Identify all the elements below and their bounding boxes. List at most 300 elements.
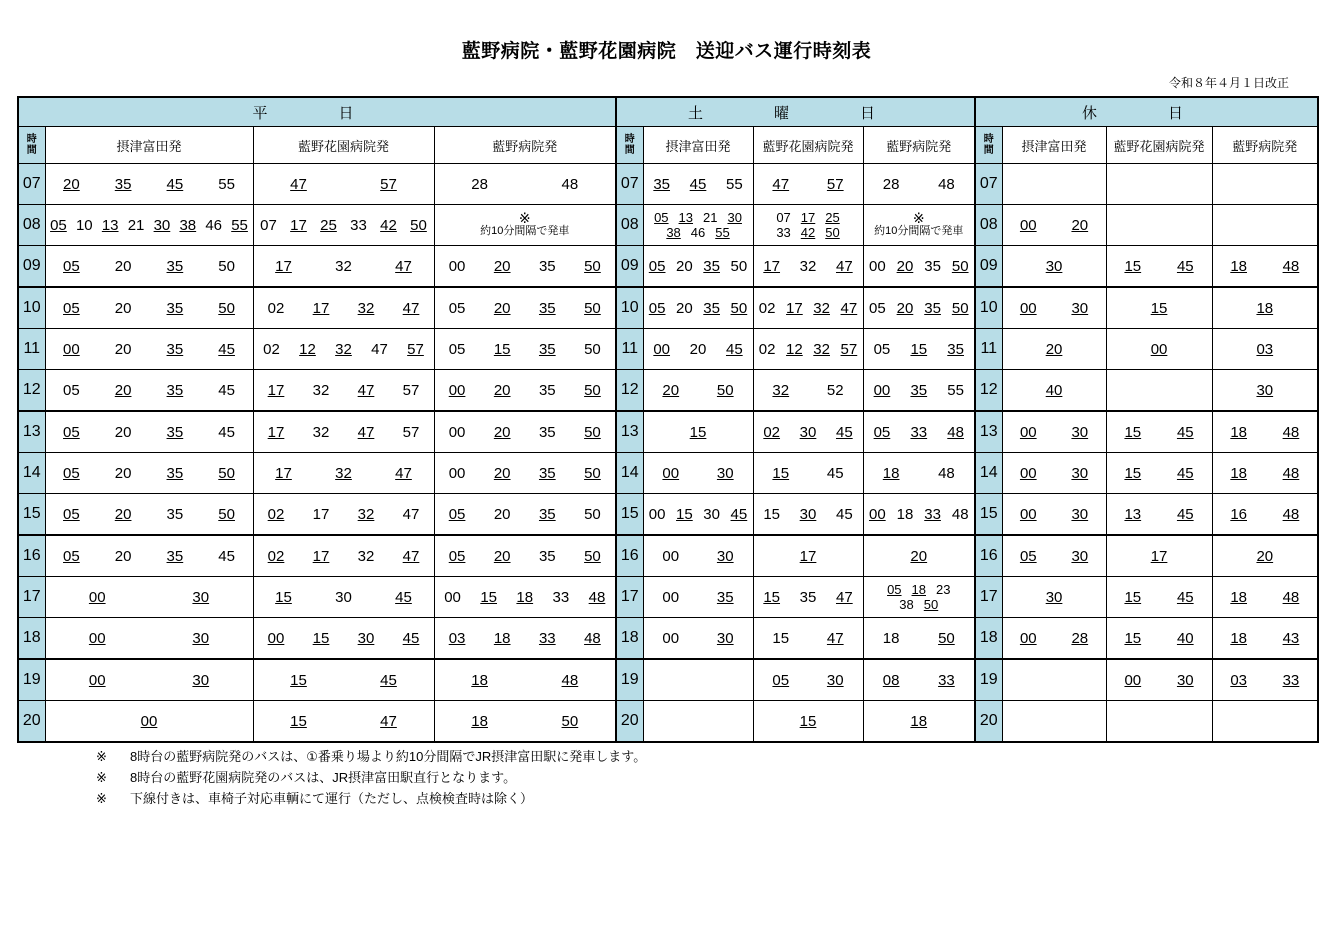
departure-cell-saturday-aino-kaen	[753, 164, 863, 205]
departure-minute: 20	[1071, 216, 1089, 234]
departure-minute: 17	[290, 216, 307, 234]
departure-minute: 47	[371, 340, 388, 358]
table-row	[18, 287, 1318, 329]
table-row	[18, 453, 1318, 494]
departure-minute: 30	[335, 588, 352, 606]
departure-minute: 20	[493, 257, 511, 275]
departure-minute: 17	[799, 547, 817, 565]
departure-minute: 18	[1230, 464, 1247, 482]
departure-minute: 12	[299, 340, 316, 358]
hour-cell: 14	[975, 453, 1002, 494]
departure-minute: 32	[813, 299, 830, 317]
departure-minute: 50	[730, 257, 748, 275]
departure-cell-saturday-aino-kaen	[753, 246, 863, 288]
departure-minute: 50	[584, 423, 601, 441]
hour-cell: 15	[616, 494, 643, 536]
departure-minute: 08	[882, 671, 900, 689]
departure-cell-saturday-aino-kaen	[753, 411, 863, 453]
hour-cell: 12	[975, 370, 1002, 412]
departure-cell-saturday-aino-kaen	[753, 287, 863, 329]
table-row	[18, 370, 1318, 412]
departure-minute: 05	[63, 381, 80, 399]
departure-minute: 38	[666, 225, 681, 240]
hour-cell: 20	[616, 701, 643, 743]
departure-minute: 47	[290, 175, 307, 193]
departure-minute: 42	[800, 225, 816, 240]
departure-minute: 57	[826, 175, 844, 193]
hour-cell: 12	[18, 370, 45, 412]
departure-cell-saturday-settsu-tonda	[643, 577, 753, 618]
departure-cell-weekday-aino-kaen	[253, 205, 434, 246]
departure-minute: 17	[312, 299, 330, 317]
departure-cell-weekday-aino	[434, 577, 616, 618]
departure-minute: 30	[826, 671, 844, 689]
departure-cell-weekday-aino	[434, 329, 616, 370]
hour-header: 時 間	[975, 127, 1002, 164]
departure-minute: 45	[218, 547, 235, 565]
departure-minute: 20	[493, 381, 511, 399]
departure-minute: 15	[1124, 423, 1142, 441]
departure-minute: 05	[63, 547, 80, 565]
departure-cell-weekday-aino	[434, 164, 616, 205]
departure-minute: 45	[218, 340, 235, 358]
departure-cell-saturday-settsu-tonda	[643, 618, 753, 660]
departure-minute: 18	[882, 464, 900, 482]
departure-minute: 33	[924, 505, 941, 523]
departure-cell-holiday-aino	[1212, 164, 1318, 205]
hour-cell: 19	[975, 659, 1002, 701]
departure-minute: 30	[1071, 547, 1089, 565]
departure-cell-saturday-aino	[863, 370, 975, 412]
departure-cell-saturday-aino	[863, 287, 975, 329]
departure-minute: 17	[267, 423, 285, 441]
departure-minute: 18	[1256, 299, 1274, 317]
departure-minute: 45	[380, 671, 397, 689]
departure-minute: 00	[1124, 671, 1142, 689]
hour-cell: 20	[975, 701, 1002, 743]
departure-minute: 38	[179, 216, 197, 234]
departure-minute: 03	[448, 629, 466, 647]
departure-minute: 00	[648, 505, 666, 523]
departure-minute: 35	[166, 340, 184, 358]
departure-minute: 17	[312, 505, 330, 523]
departure-minute: 35	[166, 257, 184, 275]
departure-minute: 05	[448, 340, 466, 358]
departure-minute: 28	[882, 175, 900, 193]
departure-minute: 33	[552, 588, 570, 606]
departure-minute: 35	[716, 588, 734, 606]
departure-minute: 47	[357, 381, 375, 399]
departure-minute: 35	[166, 547, 184, 565]
departure-minute: 50	[584, 299, 601, 317]
col-weekday-settsu-tonda: 摂津富田発	[45, 127, 253, 164]
departure-minute: 33	[938, 671, 955, 689]
col-saturday-settsu-tonda: 摂津富田発	[643, 127, 753, 164]
departure-cell-saturday-aino-kaen	[753, 659, 863, 701]
departure-minute: 48	[1282, 423, 1300, 441]
departure-minute: 48	[1282, 464, 1300, 482]
departure-cell-holiday-aino-kaen	[1106, 535, 1212, 577]
departure-minute: 30	[192, 588, 210, 606]
departure-minute: 18	[516, 588, 534, 606]
departure-minute: 35	[538, 340, 556, 358]
departure-minute: 20	[1045, 340, 1063, 358]
departure-minute: 47	[402, 547, 420, 565]
departure-minute: 30	[153, 216, 171, 234]
departure-minute: 20	[114, 464, 132, 482]
departure-minute: 45	[1176, 464, 1194, 482]
departure-cell-saturday-aino	[863, 659, 975, 701]
departure-minute: 05	[648, 257, 666, 275]
departure-cell-saturday-settsu-tonda	[643, 494, 753, 536]
departure-minute: 05	[873, 340, 891, 358]
departure-minute: 18	[493, 629, 511, 647]
departure-minute: 50	[923, 597, 939, 612]
departure-minute: 33	[910, 423, 928, 441]
departure-minute: 18	[882, 629, 900, 647]
departure-minute: 15	[1150, 299, 1168, 317]
departure-minute: 17	[786, 299, 803, 317]
departure-minute: 50	[716, 381, 734, 399]
departure-minute: 33	[1282, 671, 1300, 689]
departure-cell-weekday-settsu-tonda	[45, 659, 253, 701]
departure-minute: 05	[772, 671, 790, 689]
departure-minute: 20	[676, 257, 693, 275]
departure-cell-holiday-settsu-tonda	[1002, 370, 1106, 412]
hour-header: 時 間	[616, 127, 643, 164]
departure-minute: 23	[936, 582, 951, 597]
departure-minute: 15	[1124, 257, 1142, 275]
departure-minute: 35	[947, 340, 964, 358]
departure-minute: 05	[448, 299, 466, 317]
departure-minute: 20	[493, 299, 511, 317]
table-row	[18, 659, 1318, 701]
departure-minute: 15	[493, 340, 511, 358]
departure-cell-weekday-aino-kaen	[253, 246, 434, 288]
departure-minute: 18	[1230, 423, 1247, 441]
departure-minute: 35	[166, 381, 184, 399]
departure-minute: 47	[402, 505, 420, 523]
departure-minute: 45	[730, 505, 748, 523]
departure-minute: 07	[260, 216, 277, 234]
departure-minute: 20	[63, 175, 80, 193]
departure-cell-holiday-aino-kaen	[1106, 577, 1212, 618]
departure-minute: 00	[140, 712, 158, 730]
departure-minute: 47	[826, 629, 844, 647]
hour-cell: 10	[18, 287, 45, 329]
departure-minute: 45	[402, 629, 420, 647]
departure-minute: 45	[725, 340, 743, 358]
col-holiday-aino-kaen: 藍野花園病院発	[1106, 127, 1212, 164]
departure-cell-holiday-aino-kaen	[1106, 329, 1212, 370]
departure-minute: 30	[1176, 671, 1194, 689]
table-row	[18, 329, 1318, 370]
departure-minute: 00	[63, 340, 80, 358]
departure-minute: 33	[776, 225, 791, 240]
hour-cell: 13	[975, 411, 1002, 453]
departure-cell-weekday-aino	[434, 453, 616, 494]
departure-cell-saturday-settsu-tonda	[643, 287, 753, 329]
departure-cell-weekday-aino-kaen	[253, 535, 434, 577]
departure-cell-saturday-aino	[863, 494, 975, 536]
departure-minute: 32	[357, 299, 375, 317]
departure-minute: 30	[799, 505, 817, 523]
departure-cell-holiday-settsu-tonda	[1002, 659, 1106, 701]
departure-cell-weekday-settsu-tonda	[45, 164, 253, 205]
departure-cell-weekday-aino-kaen	[253, 329, 434, 370]
departure-cell-holiday-settsu-tonda	[1002, 329, 1106, 370]
departure-minute: 35	[538, 547, 556, 565]
departure-minute: 50	[218, 505, 235, 523]
departure-minute: 35	[703, 299, 720, 317]
departure-minute: 35	[924, 299, 941, 317]
departure-minute: 48	[588, 588, 606, 606]
departure-minute: 48	[938, 464, 955, 482]
departure-minute: 25	[825, 210, 840, 225]
departure-minute: 00	[662, 588, 680, 606]
departure-minute: 02	[763, 423, 781, 441]
departure-cell-saturday-aino-kaen	[753, 618, 863, 660]
departure-minute: 57	[407, 340, 424, 358]
table-row	[18, 246, 1318, 288]
table-row	[18, 701, 1318, 743]
departure-cell-weekday-settsu-tonda	[45, 205, 253, 246]
departure-minute: 15	[910, 340, 928, 358]
revision-date: 令和８年４月１日改正	[1168, 76, 1289, 90]
departure-cell-holiday-settsu-tonda	[1002, 494, 1106, 536]
departure-minute: 32	[813, 340, 830, 358]
departure-minute: 21	[703, 210, 718, 225]
table-row	[18, 577, 1318, 618]
departure-cell-holiday-aino-kaen	[1106, 701, 1212, 743]
hour-cell: 16	[18, 535, 45, 577]
hour-cell: 09	[616, 246, 643, 288]
departure-minute: 48	[561, 175, 579, 193]
departure-minute: 18	[1230, 629, 1247, 647]
hour-cell: 19	[616, 659, 643, 701]
footnotes	[96, 746, 646, 809]
departure-cell-holiday-aino-kaen	[1106, 246, 1212, 288]
departure-minute: 30	[716, 629, 734, 647]
departure-minute: 57	[402, 423, 420, 441]
departure-minute: 17	[267, 381, 285, 399]
departure-cell-saturday-aino-kaen	[753, 535, 863, 577]
hour-cell: 14	[616, 453, 643, 494]
departure-minute: 00	[448, 464, 466, 482]
hour-cell: 16	[616, 535, 643, 577]
table-row	[18, 164, 1318, 205]
departure-minute: 00	[444, 588, 461, 606]
departure-minute: 00	[653, 340, 671, 358]
departure-cell-saturday-aino	[863, 246, 975, 288]
departure-minute: 55	[715, 225, 730, 240]
hour-cell: 10	[616, 287, 643, 329]
departure-minute: 48	[584, 629, 601, 647]
departure-minute: 38	[899, 597, 914, 612]
departure-minute: 46	[690, 225, 706, 240]
departure-cell-holiday-aino	[1212, 494, 1318, 536]
departure-cell-weekday-settsu-tonda	[45, 329, 253, 370]
departure-cell-weekday-aino	[434, 411, 616, 453]
departure-cell-holiday-aino	[1212, 287, 1318, 329]
departure-cell-holiday-aino	[1212, 205, 1318, 246]
departure-cell-holiday-settsu-tonda	[1002, 701, 1106, 743]
departure-minute: 35	[114, 175, 132, 193]
departure-minute: 21	[127, 216, 145, 234]
departure-minute: 18	[896, 505, 914, 523]
departure-cell-saturday-settsu-tonda	[643, 659, 753, 701]
departure-cell-saturday-aino-kaen	[753, 453, 863, 494]
departure-cell-weekday-aino-kaen	[253, 577, 434, 618]
departure-minute: 05	[63, 299, 80, 317]
departure-minute: 05	[887, 582, 902, 597]
departure-minute: 50	[584, 505, 601, 523]
departure-cell-saturday-aino-kaen	[753, 329, 863, 370]
hour-cell: 13	[18, 411, 45, 453]
departure-minute: 32	[772, 381, 790, 399]
departure-minute: 48	[951, 505, 969, 523]
departure-minute: 50	[584, 547, 601, 565]
departure-minute: 35	[538, 505, 556, 523]
col-holiday-settsu-tonda: 摂津富田発	[1002, 127, 1106, 164]
departure-cell-holiday-settsu-tonda	[1002, 205, 1106, 246]
departure-minute: 15	[1124, 629, 1142, 647]
departure-cell-weekday-settsu-tonda	[45, 494, 253, 536]
hour-cell: 11	[18, 329, 45, 370]
departure-minute: 05	[63, 423, 80, 441]
departure-minute: 30	[716, 464, 734, 482]
departure-cell-weekday-aino	[434, 205, 616, 246]
departure-minute: 20	[114, 505, 132, 523]
departure-minute: 18	[1230, 257, 1247, 275]
departure-minute: 40	[1045, 381, 1063, 399]
departure-minute: 20	[1256, 547, 1274, 565]
departure-minute: 50	[218, 464, 235, 482]
departure-cell-weekday-settsu-tonda	[45, 453, 253, 494]
departure-minute: 40	[1176, 629, 1194, 647]
departure-minute: 02	[267, 505, 285, 523]
departure-minute: 15	[799, 712, 817, 730]
departure-minute: 15	[763, 588, 781, 606]
departure-minute: 30	[1045, 588, 1063, 606]
departure-minute: 30	[1071, 423, 1089, 441]
departure-minute: 05	[50, 216, 67, 234]
departure-minute: 55	[218, 175, 235, 193]
departure-cell-holiday-settsu-tonda	[1002, 287, 1106, 329]
departure-minute: 05	[63, 257, 80, 275]
departure-minute: 00	[1019, 629, 1037, 647]
departure-minute: 45	[826, 464, 844, 482]
departure-minute: 20	[910, 547, 928, 565]
departure-minute: 47	[357, 423, 375, 441]
hour-cell: 17	[18, 577, 45, 618]
departure-minute: 35	[166, 464, 184, 482]
departure-minute: 05	[873, 423, 891, 441]
departure-minute: 35	[799, 588, 817, 606]
departure-cell-saturday-settsu-tonda	[643, 535, 753, 577]
departure-minute: 15	[1124, 464, 1142, 482]
departure-cell-saturday-settsu-tonda	[643, 701, 753, 743]
departure-cell-holiday-aino	[1212, 246, 1318, 288]
departure-cell-saturday-settsu-tonda	[643, 370, 753, 412]
departure-cell-saturday-aino	[863, 329, 975, 370]
departure-minute: 35	[166, 423, 184, 441]
departure-cell-weekday-aino	[434, 618, 616, 660]
departure-cell-weekday-aino-kaen	[253, 618, 434, 660]
departure-minute: 17	[1150, 547, 1168, 565]
departure-minute: 57	[380, 175, 397, 193]
departure-minute: 48	[561, 671, 579, 689]
departure-minute: 48	[1282, 257, 1300, 275]
col-weekday-aino-kaen: 藍野花園病院発	[253, 127, 434, 164]
departure-minute: 45	[1176, 505, 1194, 523]
departure-cell-weekday-settsu-tonda	[45, 535, 253, 577]
departure-cell-holiday-aino-kaen	[1106, 164, 1212, 205]
departure-minute: 55	[947, 381, 964, 399]
departure-minute: 05	[654, 210, 669, 225]
departure-minute: 45	[218, 381, 235, 399]
departure-minute: 20	[114, 547, 132, 565]
departure-minute: 45	[1176, 423, 1194, 441]
departure-cell-saturday-settsu-tonda	[643, 246, 753, 288]
interval-note: ※ 約10分間隔で発車	[480, 210, 570, 237]
departure-cell-saturday-aino-kaen	[753, 577, 863, 618]
departure-cell-weekday-settsu-tonda	[45, 246, 253, 288]
departure-minute: 12	[786, 340, 803, 358]
departure-minute: 03	[1230, 671, 1247, 689]
table-row	[18, 618, 1318, 660]
departure-minute: 50	[938, 629, 955, 647]
departure-minute: 45	[395, 588, 412, 606]
departure-minute: 02	[267, 299, 285, 317]
departure-minute: 17	[275, 257, 292, 275]
departure-minute: 35	[653, 175, 671, 193]
departure-cell-saturday-aino-kaen	[753, 370, 863, 412]
table-row	[18, 535, 1318, 577]
departure-minute: 00	[88, 629, 106, 647]
departure-minute: 47	[772, 175, 790, 193]
hour-header: 時 間	[18, 127, 45, 164]
departure-minute: 00	[88, 588, 106, 606]
hour-cell: 10	[975, 287, 1002, 329]
departure-cell-holiday-aino-kaen	[1106, 370, 1212, 412]
departure-minute: 35	[910, 381, 928, 399]
departure-cell-holiday-aino	[1212, 618, 1318, 660]
col-weekday-aino: 藍野病院発	[434, 127, 616, 164]
footnote: ※ 下線付きは、車椅子対応車輌にて運行（ただし、点検検査時は除く）	[96, 791, 534, 806]
departure-minute: 55	[231, 216, 248, 234]
hour-cell: 13	[616, 411, 643, 453]
departure-minute: 35	[166, 299, 184, 317]
departure-minute: 00	[1019, 216, 1037, 234]
hour-cell: 12	[616, 370, 643, 412]
timetable-body	[18, 164, 1318, 743]
departure-cell-holiday-settsu-tonda	[1002, 453, 1106, 494]
departure-minute: 50	[730, 299, 748, 317]
timetable	[17, 96, 1319, 743]
departure-cell-saturday-aino	[863, 535, 975, 577]
departure-minute: 18	[471, 712, 488, 730]
departure-minute: 02	[263, 340, 280, 358]
departure-minute: 15	[1124, 588, 1142, 606]
departure-minute: 35	[538, 381, 556, 399]
departure-minute: 35	[703, 257, 720, 275]
departure-cell-saturday-settsu-tonda	[643, 411, 753, 453]
departure-cell-weekday-aino-kaen	[253, 659, 434, 701]
departure-minute: 00	[1019, 299, 1037, 317]
departure-cell-saturday-aino-kaen	[753, 494, 863, 536]
departure-minute: 18	[1230, 588, 1247, 606]
